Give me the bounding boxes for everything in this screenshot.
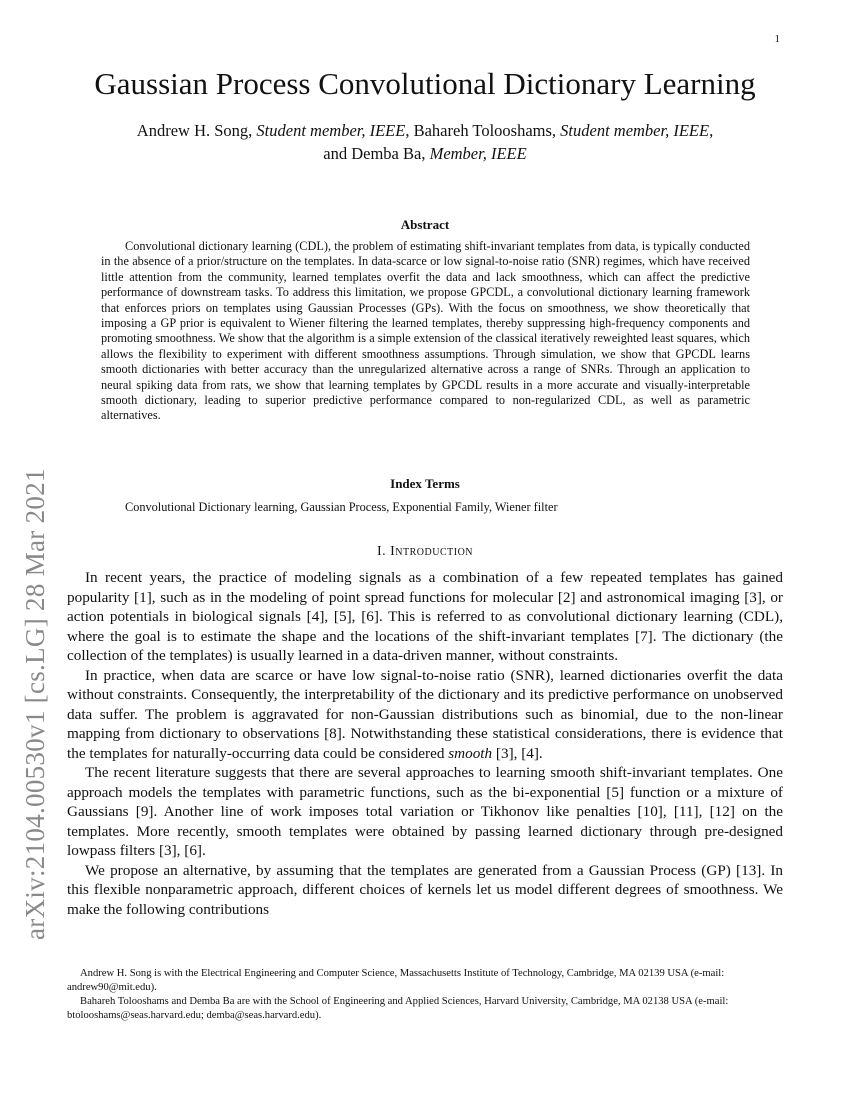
intro-paragraph-2-emphasis: smooth (448, 744, 493, 762)
intro-paragraph-3: The recent literature suggests that there are several approaches to learning smooth shift-invariant templates. One approach models the templates with parametric functions, such as the bi-exponential [5] function or a mixture of Gaussians [9]. Another line of work imposes total variation or Tikhonov like penalties [10], [11], [12] on the templates. More recently, smooth templates were obtained by passing learned dictionary through pre-designed lowpass filters [3], [6]. (67, 764, 783, 859)
author-separator-2: , (709, 121, 714, 140)
section-heading-introduction (0, 544, 850, 560)
author-1-role: Student member, IEEE (256, 121, 406, 140)
intro-paragraph-4: We propose an alternative, by assuming that the templates are generated from a Gaussian Process (GP) [13]. In this flexible nonparametric approach, different choices of kernels let us model different degrees of smoothness. We make the following contributions (67, 861, 783, 918)
intro-paragraph-2-end: [3], [4]. (492, 744, 543, 762)
abstract-heading: Abstract (400, 217, 450, 232)
author-2-role: Student member, IEEE (560, 121, 710, 140)
arxiv-stamp: arXiv:2104.00530v1 [cs.LG] 28 Mar 2021 (20, 468, 50, 940)
author-3-name: and Demba Ba, (323, 144, 430, 163)
author-separator: , Bahareh Tolooshams, (405, 121, 561, 140)
index-terms-heading: Index Terms (390, 476, 460, 491)
author-3-role: Member, IEEE (429, 144, 527, 163)
author-1-name: Andrew H. Song, (136, 121, 257, 140)
paper-title: Gaussian Process Convolutional Dictionary Learning (94, 66, 756, 101)
section-title: Introduction (390, 544, 474, 559)
footnotes (67, 967, 783, 1023)
intro-paragraph-2 (67, 666, 783, 764)
page-number: 1 (774, 33, 780, 45)
footnote-2: Bahareh Tolooshams and Demba Ba are with the School of Engineering and Applied Sciences, Harvard University, Cambridge, MA 02138 USA (e-mail: btolooshams@seas.harvard.edu; demba@seas.harvard.edu). (67, 996, 729, 1021)
footnote-1: Andrew H. Song is with the Electrical Engineering and Computer Science, Massachusetts Institute of Technology, Cambridge, MA 02139 USA (e-mail: andrew90@mit.edu). (67, 968, 725, 993)
author-list (60, 119, 790, 165)
introduction-body (67, 568, 783, 919)
index-terms-text: Convolutional Dictionary learning, Gaussian Process, Exponential Family, Wiener filter (125, 500, 558, 514)
section-number: I. (376, 544, 391, 559)
intro-paragraph-1: In recent years, the practice of modeling signals as a combination of a few repeated templates has gained popularity [1], such as in the modeling of point spread functions for molecular [2] and astronomical imaging [3], or action potentials in biological signals [4], [5], [6]. This is referred to as convolutional dictionary learning (CDL), where the goal is to estimate the shape and the locations of the shift-invariant templates [7]. The dictionary (the collection of the templates) is usually learned in a data-driven manner, without constraints. (67, 569, 783, 664)
intro-paragraph-2-text: In practice, when data are scarce or have low signal-to-noise ratio (SNR), learned dictionaries overfit the data without constraints. Consequently, the interpretability of the dictionary and its predictive performance on unobserved data suffer. The problem is aggravated for non-Gaussian distributions such as binomial, due to the non-linear mapping from dictionary to observations [8]. Notwithstanding these statistical considerations, there is evidence that the templates for naturally-occurring data could be considered (67, 666, 783, 762)
abstract-text: Convolutional dictionary learning (CDL), the problem of estimating shift-invariant templates from data, is typically conducted in the absence of a prior/structure on the templates. In data-scarce or low signal-to-noise ratio (SNR) regimes, which have received little attention from the community, learned templates overfit the data and lack smoothness, which can affect the predictive performance of downstream tasks. To address this limitation, we propose GPCDL, a convolutional dictionary learning framework that enforces priors on templates using Gaussian Processes (GPs). With the focus on smoothness, we show theoretically that imposing a GP prior is equivalent to Wiener filtering the learned templates, thereby suppressing high-frequency components and promoting smoothness. We show that the algorithm is a simple extension of the classical iteratively reweighted least squares, which allows the flexibility to experiment with different smoothness assumptions. Through simulation, we show that GPCDL learns smooth dictionaries with better accuracy than the unregularized alternative across a range of SNRs. Through an application to neural spiking data from rats, we show that learning templates by GPCDL results in a more accurate and visually-interpretable smooth dictionary, leading to superior predictive performance compared to non-regularized CDL, as well as parametric alternatives. (101, 239, 750, 423)
